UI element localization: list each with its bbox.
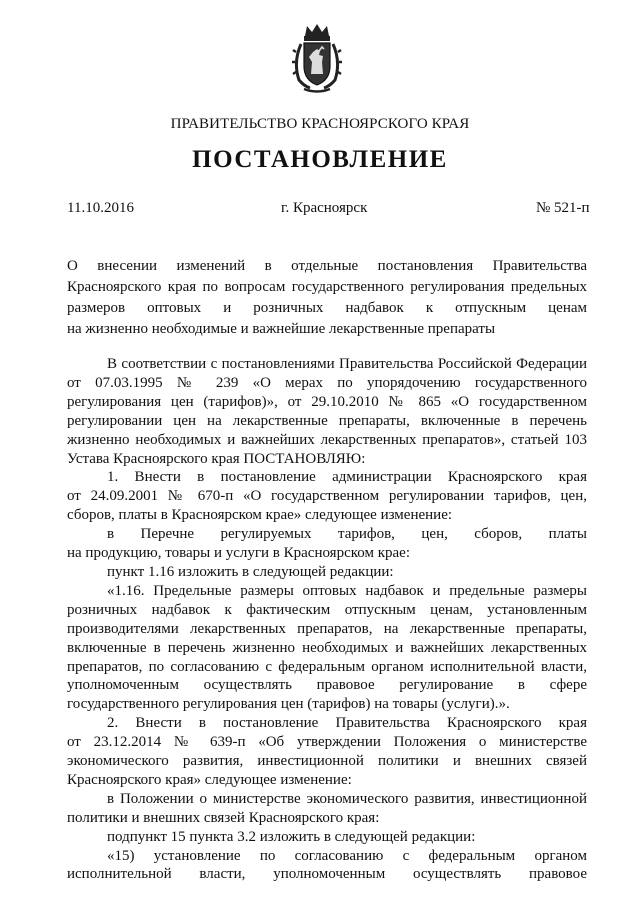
document-number: № 521-п <box>536 200 590 216</box>
coat-of-arms-emblem <box>292 22 342 94</box>
body-line: включенные в перечень жизненно необходимых и важнейших лекарственных <box>67 639 587 656</box>
body-line: пункт 1.16 изложить в следующей редакции: <box>107 563 394 580</box>
subject-line: на жизненно необходимые и важнейшие лекарственные препараты <box>67 321 496 337</box>
body-line: в Перечне регулируемых тарифов, цен, сборов, платы <box>107 526 587 543</box>
body-line: 1. Внести в постановление администрации Красноярского края <box>107 469 587 486</box>
body-line: уполномоченным осуществлять правовое регулирование в сфере <box>67 677 587 694</box>
document-city: г. Красноярск <box>281 200 368 216</box>
body-line: Красноярского края» следующее изменение: <box>67 771 352 788</box>
body-line: жизненно необходимых и важнейших лекарственных препаратов», статьей 103 <box>67 431 587 448</box>
body-line: в Положении о министерстве экономического развития, инвестиционной <box>107 790 587 807</box>
body-line: производителями лекарственных препаратов, на лекарственные препараты, <box>67 620 587 637</box>
body-line: подпункт 15 пункта 3.2 изложить в следующей редакции: <box>107 828 476 845</box>
body-line: регулировании цен на лекарственные препараты, включенные в перечень <box>67 412 587 429</box>
subject-line: О внесении изменений в отдельные постановления Правительства <box>67 258 587 274</box>
body-line: сборов, платы в Красноярском крае» следующее изменение: <box>67 507 453 524</box>
body-line: 2. Внести в постановление Правительства Красноярского края <box>107 715 587 732</box>
body-line: от 24.09.2001 № 670-п «О государственном регулировании тарифов, цен, <box>67 488 587 505</box>
body-line: препаратов, по согласованию с федеральным органом исполнительной власти, <box>67 658 587 675</box>
document-date: 11.10.2016 <box>67 200 134 216</box>
body-line: политики и внешних связей Красноярского края: <box>67 809 380 826</box>
document-type-title: ПОСТАНОВЛЕНИЕ <box>192 146 448 173</box>
body-line: «1.16. Предельные размеры оптовых надбавок и предельные размеры <box>107 582 587 599</box>
body-line: розничных надбавок к фактическим отпускным ценам, установленным <box>67 601 587 618</box>
body-line: исполнительной власти, уполномоченным осуществлять правовое <box>67 866 587 883</box>
body-line: «15) установление по согласованию с федеральным органом <box>107 847 587 864</box>
document-body <box>67 355 587 884</box>
subject-line: Красноярского края по вопросам государственного регулирования предельных <box>67 279 587 295</box>
krasnoyarsk-coat-of-arms-icon <box>292 22 342 94</box>
body-line: от 07.03.1995 № 239 «О мерах по упорядочению государственного <box>67 374 587 391</box>
body-line: экономического развития, инвестиционной политики и внешних связей <box>67 753 587 770</box>
body-line: от 23.12.2014 № 639-п «Об утверждении Положения о министерстве <box>67 734 587 751</box>
document-subject <box>67 256 587 340</box>
body-line: В соответствии с постановлениями Правительства Российской Федерации <box>107 356 587 372</box>
organization-title: ПРАВИТЕЛЬСТВО КРАСНОЯРСКОГО КРАЯ <box>170 116 470 132</box>
body-line: регулирования цен (тарифов)», от 29.10.2010 № 865 «О государственном <box>67 393 587 410</box>
body-line: государственного регулирования цен (тарифов) на товары (услуги).». <box>67 696 510 713</box>
subject-line: размеров оптовых и розничных надбавок к отпускным ценам <box>67 300 587 316</box>
body-line: Устава Красноярского края ПОСТАНОВЛЯЮ: <box>67 450 366 467</box>
body-line: на продукцию, товары и услуги в Красноярском крае: <box>67 545 410 562</box>
